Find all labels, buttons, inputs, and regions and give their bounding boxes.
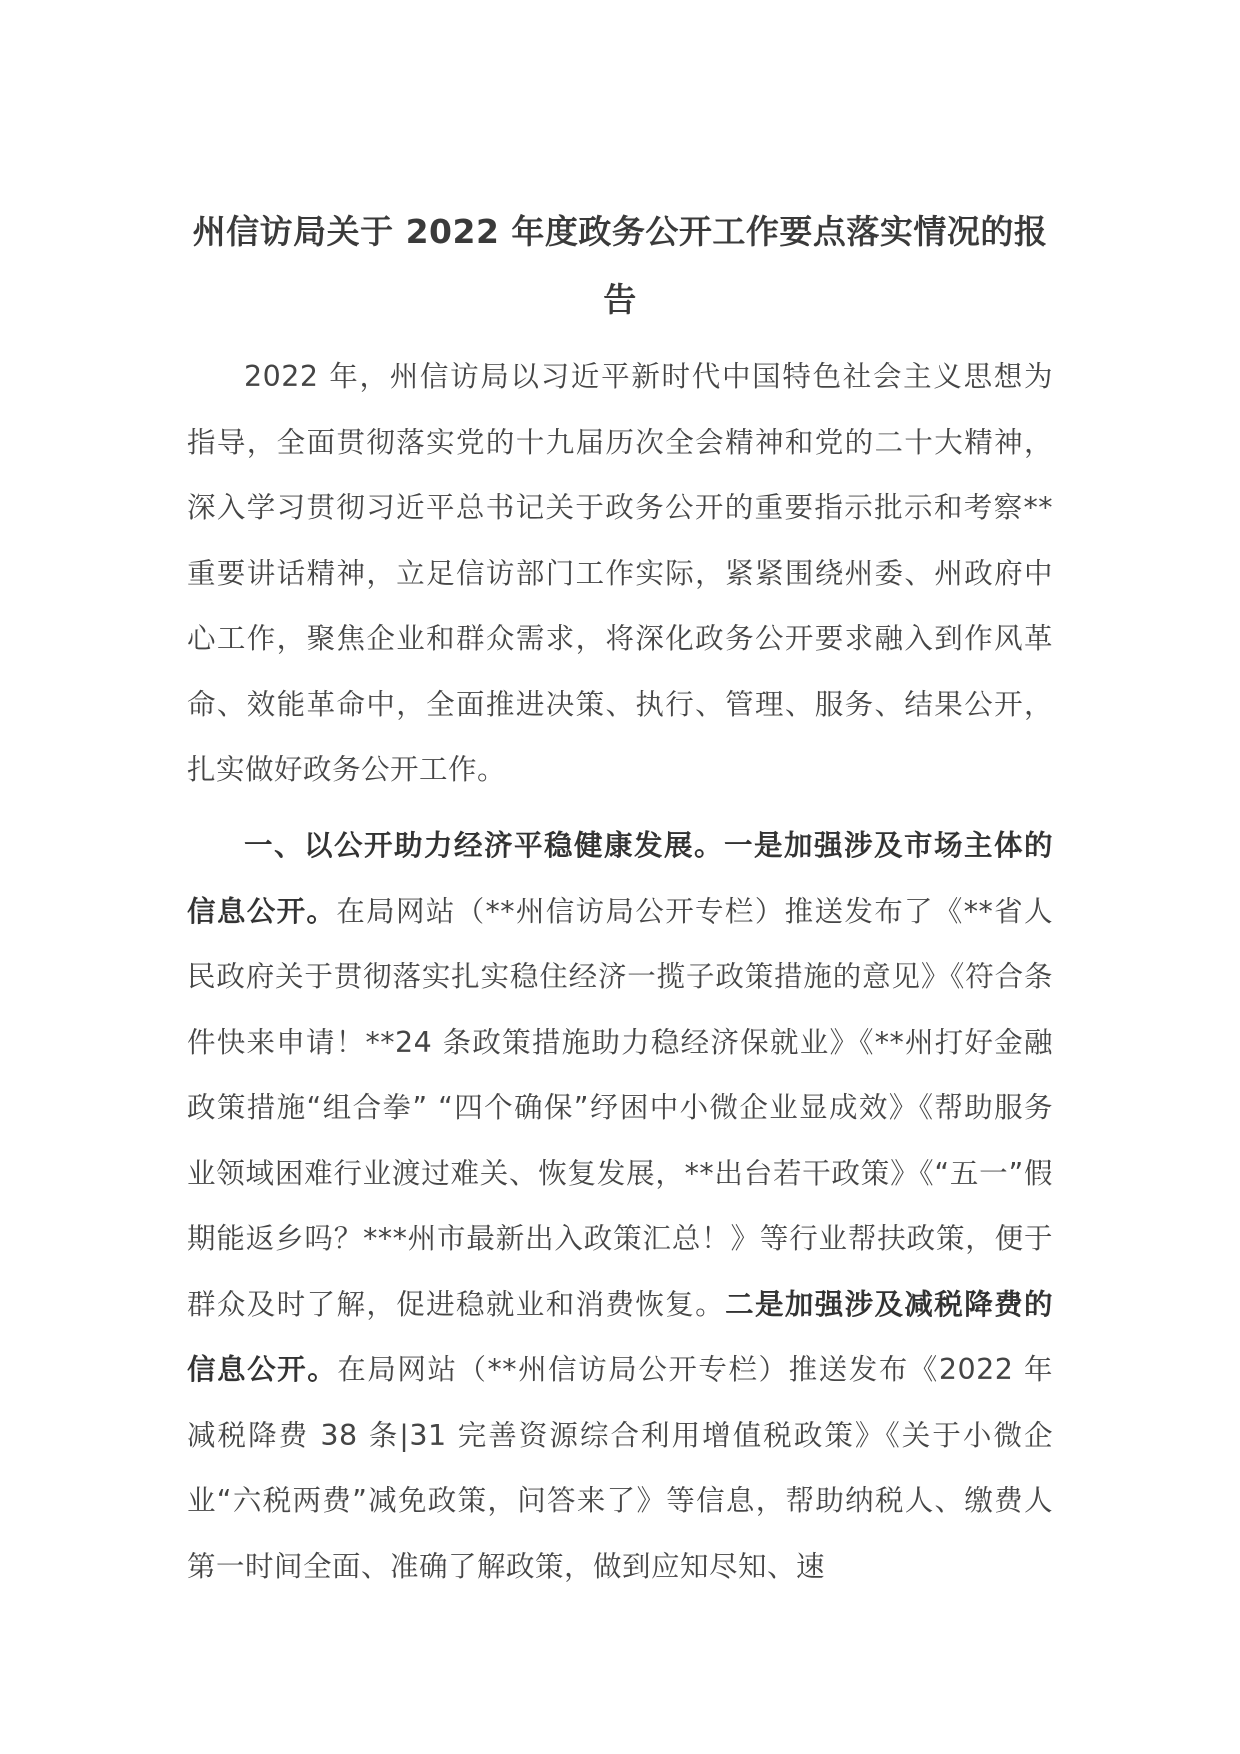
paragraph-section-one — [187, 813, 1053, 1599]
subsection-one-text: 在局网站（**州信访局公开专栏）推送发布了《**省人民政府关于贯彻落实扎实稳住经济一揽子政策措施的意见》《符合条件快来申请！**24 条政策措施助力稳经济保就业》《**州打好金融政策措施“组合拳” “四个确保”纾困中小微企业显成效》《帮助服务业领域困难行业渡过难关、恢复发展，**出台若干政策》《“五一”假期能返乡吗？***州市最新出入政策汇总！》等行业帮扶政策，便于群众及时了解，促进稳就业和消费恢复。 — [187, 894, 1053, 1321]
subsection-two-title: 二是加强涉及减税降费的信息公开。 — [187, 1287, 1053, 1386]
document-title: 州信访局关于 2022 年度政务公开工作要点落实情况的报告 — [192, 212, 1048, 319]
paragraph-intro: 2022 年，州信访局以习近平新时代中国特色社会主义思想为指导，全面贯彻落实党的十九届历次全会精神和党的二十大精神，深入学习贯彻习近平总书记关于政务公开的重要指示批示和考察**重要讲话精神，立足信访部门工作实际，紧紧围绕州委、州政府中心工作，聚焦企业和群众需求，将深化政务公开要求融入到作风革命、效能革命中，全面推进决策、执行、管理、服务、结果公开，扎实做好政务公开工作。 — [187, 360, 1053, 786]
subsection-one-title: 一是加强涉及市场主体的信息公开。 — [187, 829, 1053, 928]
section-heading: 一、以公开助力经济平稳健康发展。 — [244, 829, 724, 862]
subsection-two-text: 在局网站（**州信访局公开专栏）推送发布《2022 年减税降费 38 条|31 完善资源综合利用增值税政策》《关于小微企业“六税两费”减免政策，问答来了》等信息，帮助纳税人、缴费人第一时间全面、准确了解政策，做到应知尽知、速 — [187, 1353, 1053, 1583]
